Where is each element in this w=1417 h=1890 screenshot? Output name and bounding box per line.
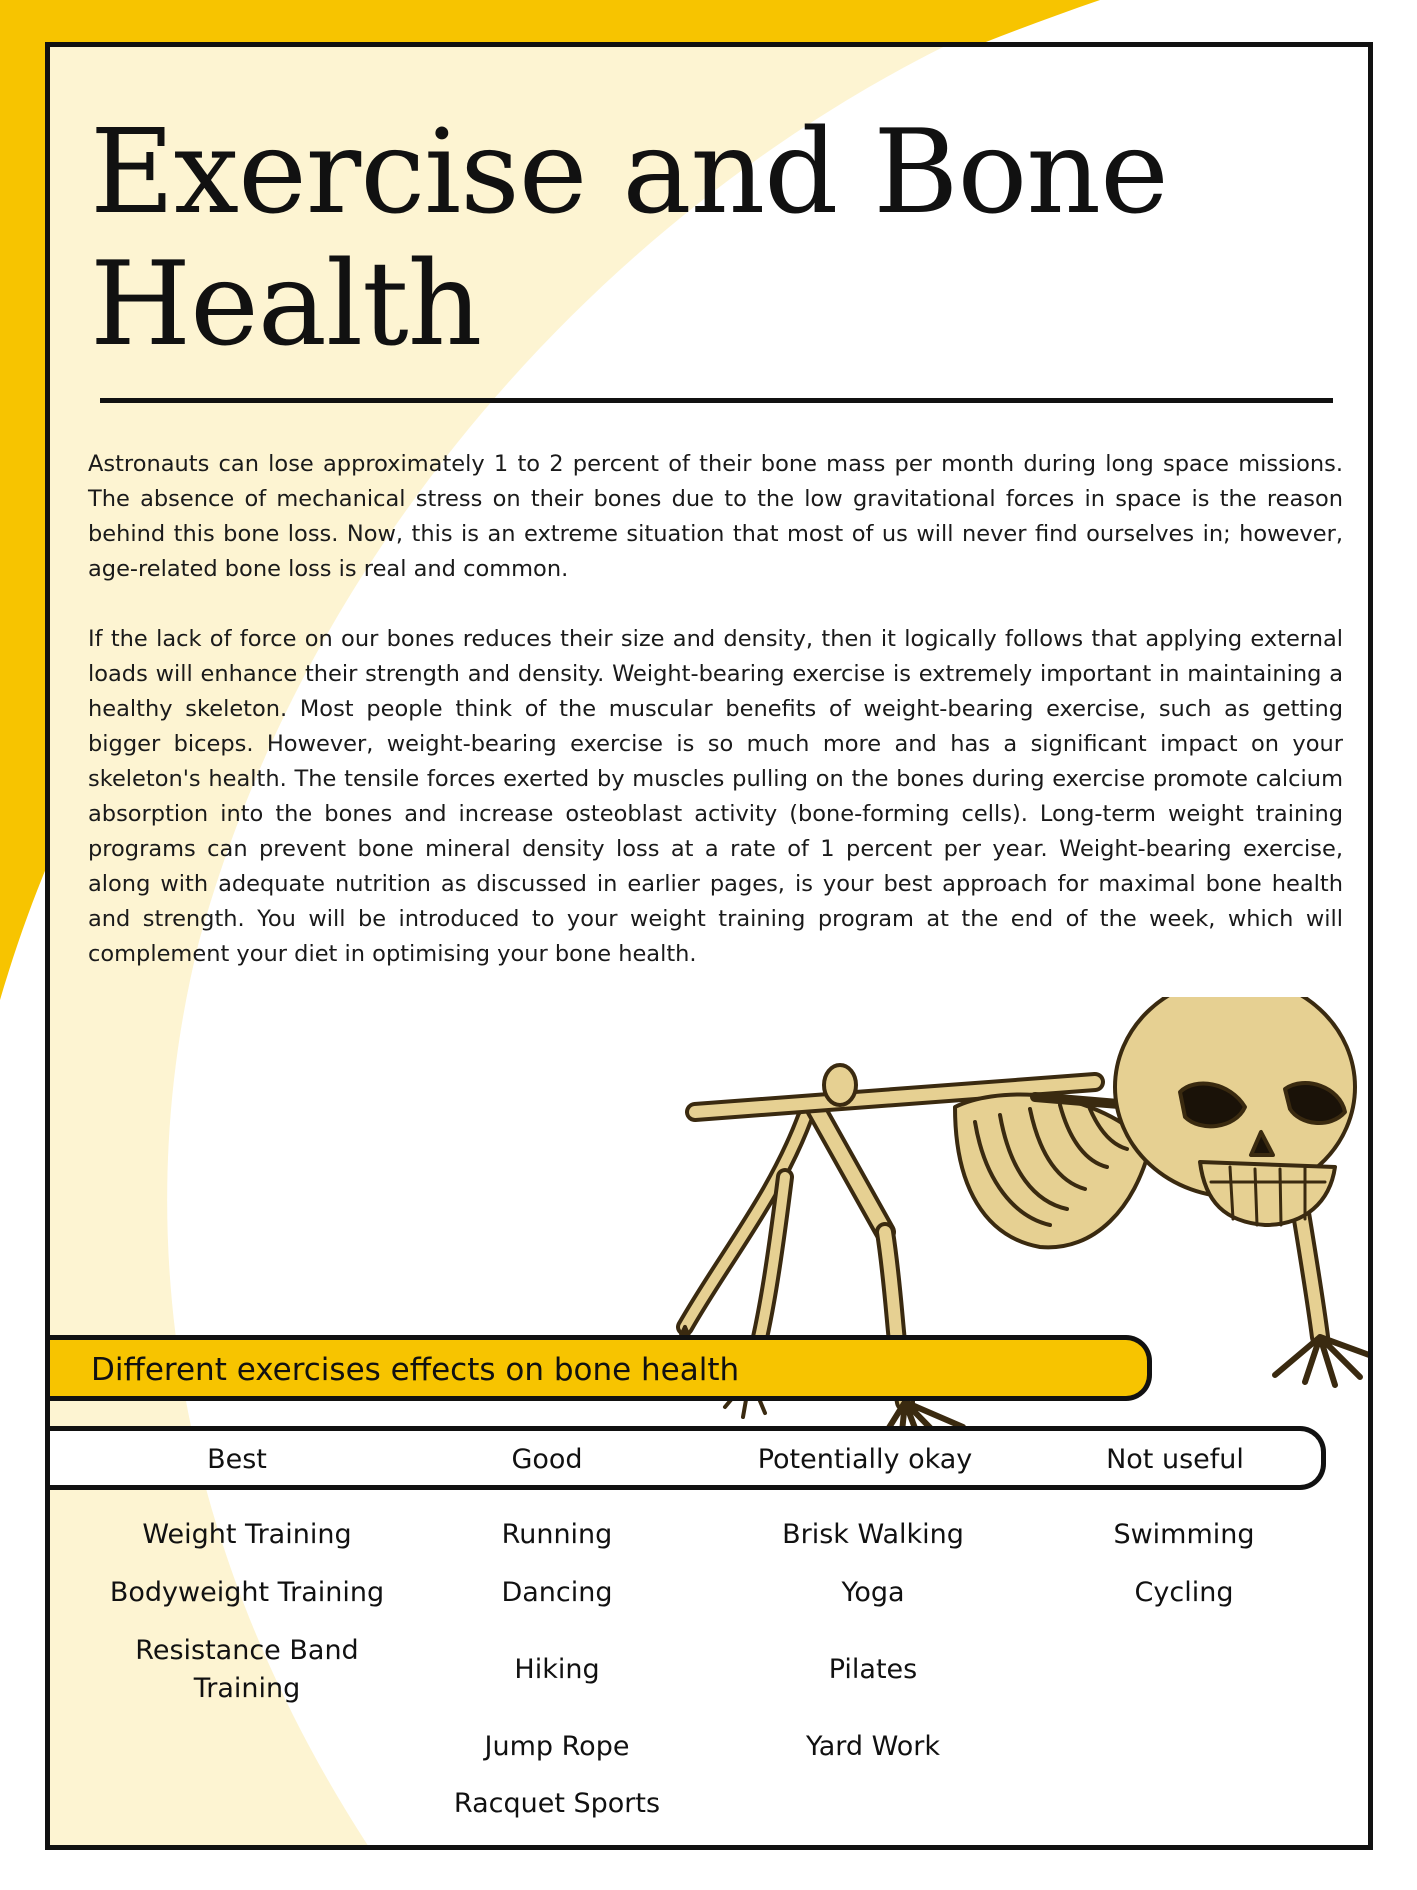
table-cell: Running <box>501 1519 613 1550</box>
table-cell: Cycling <box>1134 1577 1234 1608</box>
table-cell: Dancing <box>501 1577 613 1608</box>
column-header-best: Best <box>207 1444 267 1475</box>
body-text <box>88 447 1343 1007</box>
table-header <box>45 1426 1326 1490</box>
table-cell: Brisk Walking <box>782 1519 964 1550</box>
table-cell: Weight Training <box>142 1519 352 1550</box>
paragraph-2: If the lack of force on our bones reduces their size and density, then it logically follows that applying external loads will enhance their strength and density. Weight-bearing exercise is extremely important in maintaining a healthy skeleton. Most people think of the muscular benefits of weight-bearing exercise, such as getting bigger biceps. However, weight-bearing exercise is so much more and has a significant impact on your skeleton's health. The tensile forces exerted by muscles pulling on the bones during exercise promote calcium absorption into the bones and increase osteoblast activity (bone-forming cells). Long-term weight training programs can prevent bone mineral density loss at a rate of 1 percent per year. Weight-bearing exercise, along with adequate nutrition as discussed in earlier pages, is your best approach for maximal bone health and strength. You will be introduced to your weight training program at the end of the week, which will complement your diet in optimising your bone health. <box>88 626 1343 967</box>
table-cell: Yard Work <box>805 1731 941 1762</box>
table-cell: Resistance Band Training <box>135 1635 359 1704</box>
table-banner <box>45 1335 1152 1401</box>
column-header-potentially-okay: Potentially okay <box>757 1444 973 1475</box>
page <box>45 42 1373 1850</box>
column-header-not-useful: Not useful <box>1106 1444 1244 1475</box>
table-cell: Jump Rope <box>484 1731 630 1762</box>
title-divider <box>100 398 1333 403</box>
table-cell: Bodyweight Training <box>109 1577 385 1608</box>
table-cell: Swimming <box>1113 1519 1255 1550</box>
banner-title: Different exercises effects on bone health <box>91 1352 740 1388</box>
table-cell: Hiking <box>514 1654 600 1685</box>
table-cell: Pilates <box>828 1654 918 1685</box>
page-title: Exercise and Bone Health <box>90 105 1168 372</box>
column-header-good: Good <box>511 1444 583 1475</box>
table-cell: Racquet Sports <box>453 1788 661 1819</box>
paragraph-1: Astronauts can lose approximately 1 to 2 percent of their bone mass per month during long space missions. The absence of mechanical stress on their bones due to the low gravitational forces in space is the reason behind this bone loss. Now, this is an extreme situation that most of us will never find ourselves in; however, age-related bone loss is real and common. <box>88 451 1343 582</box>
table-cell: Yoga <box>841 1577 905 1608</box>
